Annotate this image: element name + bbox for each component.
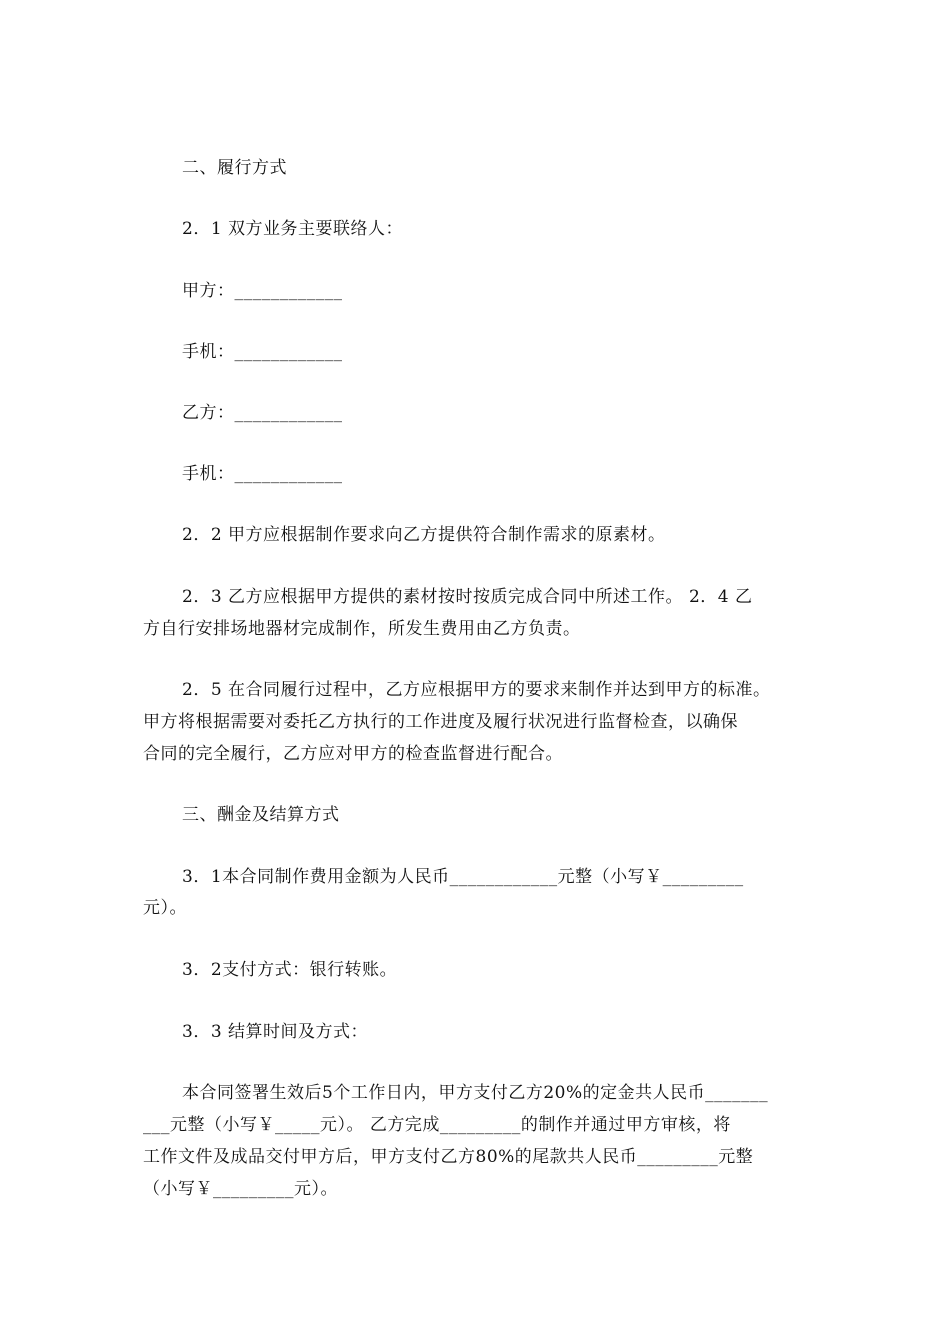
party-a-phone: 手机：____________: [182, 342, 343, 362]
clause-2-2: 2．2 甲方应根据制作要求向乙方提供符合制作需求的原素材。: [182, 525, 666, 545]
party-b-contact: 乙方：____________: [182, 403, 343, 423]
clause-2-5-line-2: 甲方将根据需要对委托乙方执行的工作进度及履行状况进行监督检查，以确保: [143, 712, 738, 732]
clause-2-5-line-3: 合同的完全履行，乙方应对甲方的检查监督进行配合。: [143, 744, 563, 764]
clause-2-5-line-1: 2．5 在合同履行过程中，乙方应根据甲方的要求来制作并达到甲方的标准。: [182, 680, 771, 700]
clause-2-1: 2．1 双方业务主要联络人：: [182, 219, 404, 239]
settlement-line-4: （小写￥_________元）。: [143, 1179, 338, 1199]
clause-3-3: 3．3 结算时间及方式：: [182, 1022, 369, 1042]
section-2-heading: 二、履行方式: [182, 158, 287, 178]
clause-3-1-line-2: 元）。: [143, 898, 187, 918]
clause-2-3-line-1: 2．3 乙方应根据甲方提供的素材按时按质完成合同中所述工作。 2．4 乙: [182, 587, 753, 607]
settlement-line-1: 本合同签署生效后5个工作日内，甲方支付乙方20%的定金共人民币_______: [182, 1083, 769, 1103]
settlement-line-3: 工作文件及成品交付甲方后，甲方支付乙方80%的尾款共人民币_________元整: [143, 1147, 754, 1167]
clause-3-2: 3．2支付方式：银行转账。: [182, 960, 398, 980]
settlement-line-2: ___元整（小写￥_____元）。 乙方完成_________的制作并通过甲方审核，将: [143, 1115, 731, 1135]
party-a-contact: 甲方：____________: [182, 281, 343, 301]
clause-3-1-line-1: 3．1本合同制作费用金额为人民币____________元整（小写￥_________: [182, 867, 744, 887]
party-b-phone: 手机：____________: [182, 464, 343, 484]
section-3-heading: 三、酬金及结算方式: [182, 805, 340, 825]
clause-2-3-line-2: 方自行安排场地器材完成制作，所发生费用由乙方负责。: [143, 619, 581, 639]
